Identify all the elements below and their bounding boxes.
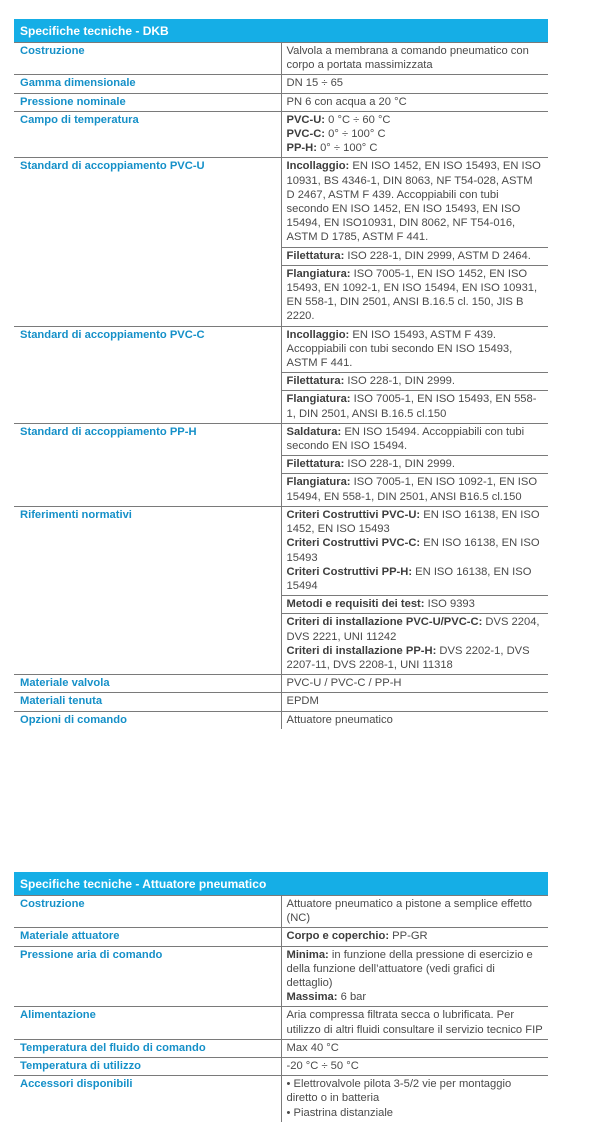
row-value-alimentazione: Aria compressa filtrata secca o lubrificata. Per utilizzo di altri fluidi consultare il servizio tecnico FIP bbox=[281, 1007, 548, 1039]
table-row bbox=[14, 693, 548, 711]
row-value-pph-filettatura: Filettatura: ISO 228-1, DIN 2999. bbox=[281, 456, 548, 474]
row-value-gamma: DN 15 ÷ 65 bbox=[281, 75, 548, 93]
row-value-tenuta: EPDM bbox=[281, 693, 548, 711]
table-header: Specifiche tecniche - DKB bbox=[14, 19, 548, 43]
row-value-materiale-attuatore: Corpo e coperchio: PP-GR bbox=[281, 928, 548, 946]
row-value-costruzione: Attuatore pneumatico a pistone a semplice effetto (NC) bbox=[281, 896, 548, 928]
row-value-pressione: PN 6 con acqua a 20 °C bbox=[281, 93, 548, 111]
row-value-pph-flangiatura: Flangiatura: ISO 7005-1, EN ISO 1092-1, EN ISO 15494, EN 558-1, DIN 2501, ANSI B16.5 cl.150 bbox=[281, 474, 548, 506]
row-label-costruzione: Costruzione bbox=[14, 896, 281, 928]
row-label-materiale: Materiale valvola bbox=[14, 675, 281, 693]
table-row bbox=[14, 711, 548, 729]
row-label-temp-utilizzo: Temperatura di utilizzo bbox=[14, 1058, 281, 1076]
value-line: PVC-C: 0° ÷ 100° C bbox=[286, 128, 386, 141]
row-label-pph: Standard di accoppiamento PP-H bbox=[14, 423, 281, 506]
row-value-campo bbox=[281, 111, 548, 158]
row-label-alimentazione: Alimentazione bbox=[14, 1007, 281, 1039]
table-row bbox=[14, 43, 548, 75]
row-value-pvcc-incollaggio: Incollaggio: EN ISO 15493, ASTM F 439. Accoppiabili con tubi secondo EN ISO 15493, ASTM F 441. bbox=[281, 326, 548, 373]
table-row bbox=[14, 675, 548, 693]
row-value-metodi-test: Metodi e requisiti dei test: ISO 9393 bbox=[281, 596, 548, 614]
row-value-materiale: PVC-U / PVC-C / PP-H bbox=[281, 675, 548, 693]
table-row bbox=[14, 928, 548, 946]
table-row bbox=[14, 1076, 548, 1122]
row-label-pressione: Pressione nominale bbox=[14, 93, 281, 111]
row-value-temp-fluido: Max 40 °C bbox=[281, 1039, 548, 1057]
row-label-riferimenti: Riferimenti normativi bbox=[14, 506, 281, 674]
table-row bbox=[14, 946, 548, 1007]
table-row bbox=[14, 1039, 548, 1057]
value-line: PP-H: 0° ÷ 100° C bbox=[286, 142, 378, 155]
value-line: PVC-U: 0 °C ÷ 60 °C bbox=[286, 113, 391, 126]
row-label-pvcc: Standard di accoppiamento PVC-C bbox=[14, 326, 281, 423]
row-value-accessori bbox=[281, 1076, 548, 1122]
table-row bbox=[14, 896, 548, 928]
table-row bbox=[14, 1007, 548, 1039]
row-value-opzioni: Attuatore pneumatico bbox=[281, 711, 548, 729]
row-value-criteri-installazione: Criteri di installazione PVC-U/PVC-C: DVS 2204, DVS 2221, UNI 11242 Criteri di installazione PP-H: DVS 2202-1, DVS 2207-11, DVS 2208-1, UNI 11318 bbox=[281, 614, 548, 675]
row-value-pvcc-flangiatura: Flangiatura: ISO 7005-1, EN ISO 15493, EN 558-1, DIN 2501, ANSI B.16.5 cl.150 bbox=[281, 391, 548, 423]
row-value-criteri-costruttivi: Criteri Costruttivi PVC-U: EN ISO 16138, EN ISO 1452, EN ISO 15493 Criteri Costruttivi PVC-C: EN ISO 16138, EN ISO 15493 Criteri Costruttivi PP-H: EN ISO 16138, EN ISO 15494 bbox=[281, 506, 548, 595]
row-value-costruzione: Valvola a membrana a comando pneumatico con corpo a portata massimizzata bbox=[281, 43, 548, 75]
table-row bbox=[14, 75, 548, 93]
row-label-costruzione: Costruzione bbox=[14, 43, 281, 75]
row-value-pvcu-flangiatura: Flangiatura: ISO 7005-1, EN ISO 1452, EN ISO 15493, EN 1092-1, EN ISO 15494, EN ISO 10931, EN 558-1, DIN 2501, ANSI B.16.5 cl. 150, JIS B 2220. bbox=[281, 265, 548, 326]
row-value-temp-utilizzo: -20 °C ÷ 50 °C bbox=[281, 1058, 548, 1076]
row-value-pvcu-incollaggio: Incollaggio: EN ISO 1452, EN ISO 15493, EN ISO 10931, BS 4346-1, DIN 8063, NF T54-028, ASTM D 2467, ASTM F 439. Accoppiabili con tubi secondo EN ISO 1452, EN ISO 15493, EN ISO 15494, EN ISO10931, DIN 8062, NF T54-016, ASTM D 1785, ASTM F 441. bbox=[281, 158, 548, 247]
table-row bbox=[14, 326, 548, 373]
spec-table-dkb bbox=[14, 19, 548, 729]
table-row bbox=[14, 93, 548, 111]
table-row bbox=[14, 111, 548, 158]
row-value-pph-saldatura: Saldatura: EN ISO 15494. Accoppiabili con tubi secondo EN ISO 15494. bbox=[281, 423, 548, 455]
list-item: • Piastrina distanziale bbox=[286, 1106, 394, 1119]
row-value-pressione-aria: Minima: in funzione della pressione di esercizio e della funzione dell’attuatore (vedi grafici di dettaglio) Massima: 6 bar bbox=[281, 946, 548, 1007]
row-label-pressione-aria: Pressione aria di comando bbox=[14, 946, 281, 1007]
row-label-gamma: Gamma dimensionale bbox=[14, 75, 281, 93]
table-row bbox=[14, 1058, 548, 1076]
spec-table-attuatore bbox=[14, 872, 548, 1122]
table-row bbox=[14, 506, 548, 595]
row-value-pvcu-filettatura: Filettatura: ISO 228-1, DIN 2999, ASTM D 2464. bbox=[281, 247, 548, 265]
table-header: Specifiche tecniche - Attuatore pneumatico bbox=[14, 872, 548, 896]
table-row bbox=[14, 423, 548, 455]
row-label-pvcu: Standard di accoppiamento PVC-U bbox=[14, 158, 281, 326]
row-label-materiale-attuatore: Materiale attuatore bbox=[14, 928, 281, 946]
table-row bbox=[14, 158, 548, 247]
list-item: • Elettrovalvole pilota 3-5/2 vie per montaggio diretto o in batteria bbox=[286, 1078, 512, 1105]
row-label-accessori: Accessori disponibili bbox=[14, 1076, 281, 1122]
row-label-campo: Campo di temperatura bbox=[14, 111, 281, 158]
row-value-pvcc-filettatura: Filettatura: ISO 228-1, DIN 2999. bbox=[281, 373, 548, 391]
row-label-opzioni: Opzioni di comando bbox=[14, 711, 281, 729]
row-label-tenuta: Materiali tenuta bbox=[14, 693, 281, 711]
row-label-temp-fluido: Temperatura del fluido di comando bbox=[14, 1039, 281, 1057]
